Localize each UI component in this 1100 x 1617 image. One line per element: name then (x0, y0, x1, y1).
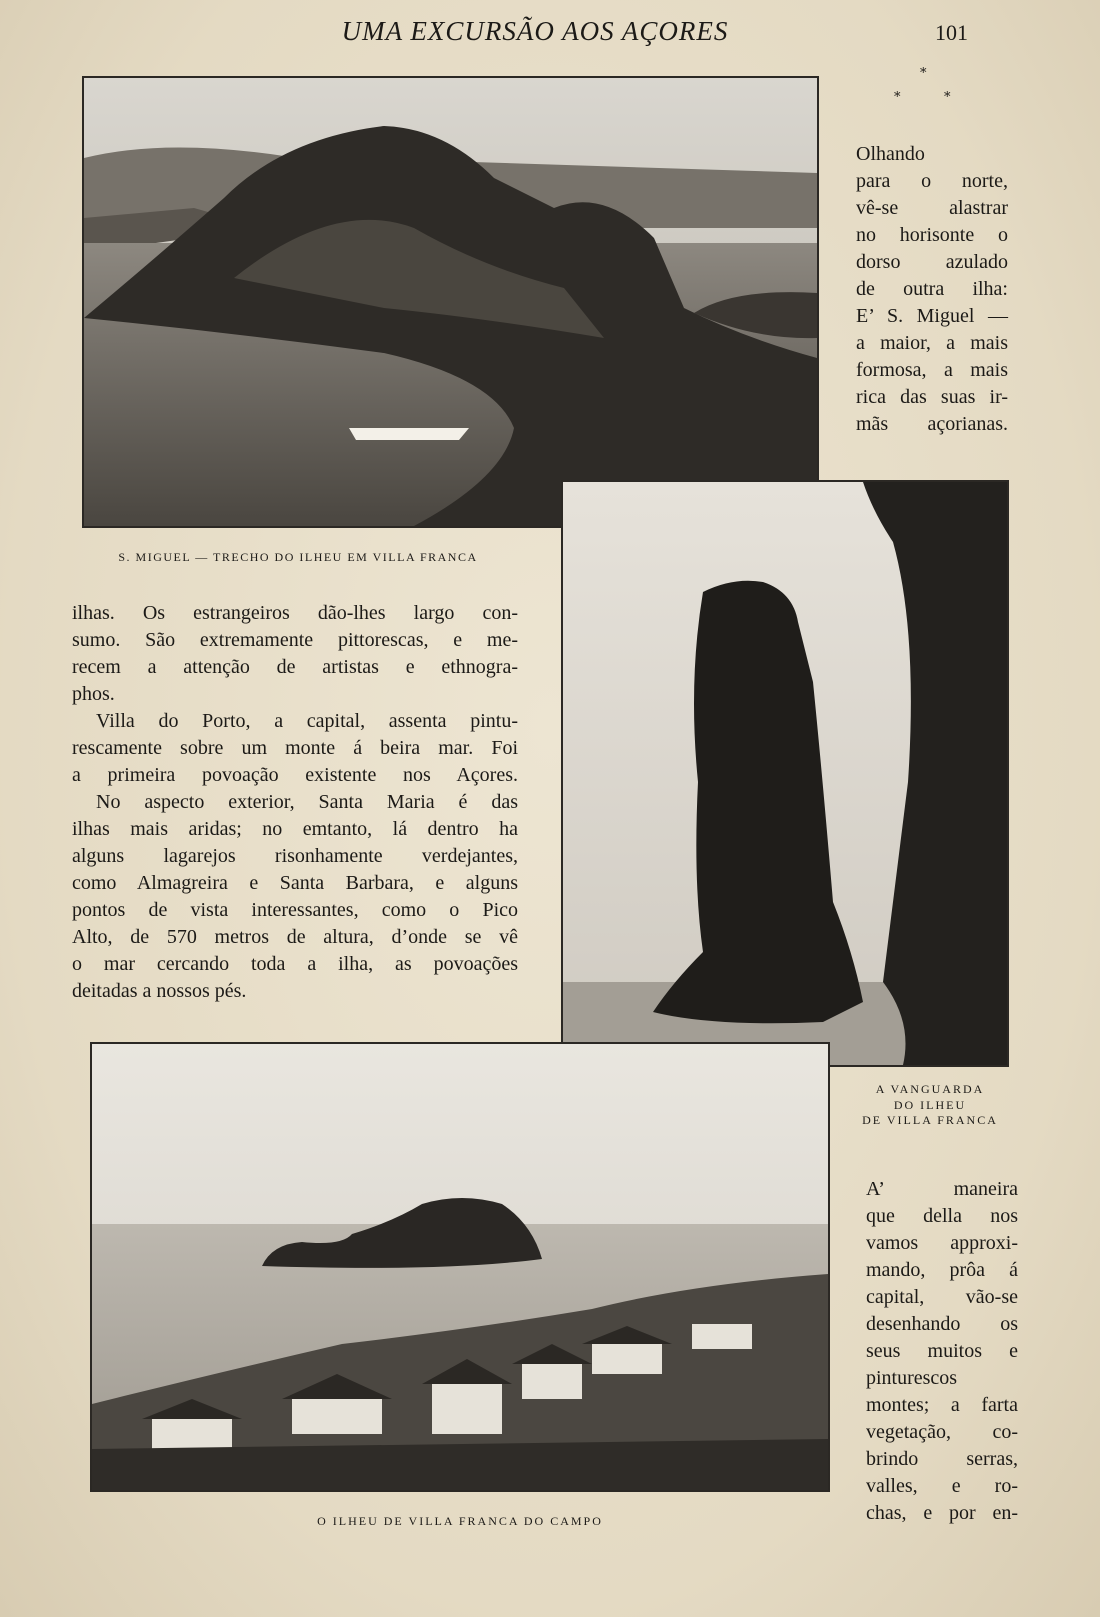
text-line: E’ S. Miguel — (856, 305, 1008, 327)
text-line: ilhas. Os estrangeiros dão-lhes largo con- (72, 602, 518, 624)
text-line: que della nos (866, 1205, 1018, 1227)
text-line: de outra ilha: (856, 278, 1008, 300)
photo-ilheu-campo (90, 1042, 830, 1492)
caption-right-line-3: DE VILLA FRANCA (862, 1113, 998, 1128)
caption-right-photo (840, 1082, 1020, 1129)
text-line: deitadas a nossos pés. (72, 980, 247, 1002)
text-line: vê-se alastrar (856, 197, 1008, 219)
text-line: brindo serras, (866, 1448, 1018, 1470)
text-line: pontos de vista interessantes, como o Pico (72, 899, 518, 921)
text-line: o mar cercando toda a ilha, as povoações (72, 953, 518, 975)
caption-right-line-2: DO ILHEU (893, 1097, 967, 1112)
text-line: recem a attenção de artistas e ethnogra- (72, 656, 518, 678)
text-line: vegetação, co- (866, 1421, 1018, 1443)
page-number: 101 (935, 20, 968, 45)
text-line: chas, e por en- (866, 1502, 1018, 1524)
text-line: valles, e ro- (866, 1475, 1018, 1497)
text-line: Olhando (856, 143, 925, 165)
section-break-asterism: * * * (894, 66, 951, 105)
text-line: vamos approxi- (866, 1232, 1018, 1254)
text-line: Alto, de 570 metros de altura, d’onde se vê (72, 926, 518, 948)
text-line: Villa do Porto, a capital, assenta pintu- (96, 710, 518, 732)
text-line: phos. (72, 683, 115, 705)
caption-bottom-photo: O ILHEU DE VILLA FRANCA DO CAMPO (317, 1514, 603, 1528)
text-line: rescamente sobre um monte á beira mar. Foi (72, 737, 518, 759)
text-line: A’ maneira (866, 1178, 1018, 1200)
text-line: formosa, a mais (856, 359, 1008, 381)
text-right-top (856, 141, 1008, 438)
text-line: montes; a farta (866, 1394, 1018, 1416)
text-line: mando, prôa á (866, 1259, 1018, 1281)
text-line: a maior, a mais (856, 332, 1008, 354)
text-line: no horisonte o (856, 224, 1008, 246)
text-line: sumo. São extremamente pittorescas, e me- (72, 629, 518, 651)
text-line: dorso azulado (856, 251, 1008, 273)
text-right-bottom (866, 1176, 1018, 1527)
text-line: como Almagreira e Santa Barbara, e alguns (72, 872, 518, 894)
text-line: No aspecto exterior, Santa Maria é das (96, 791, 518, 813)
photo-ilheu-trecho (82, 76, 819, 528)
text-line: alguns lagarejos risonhamente verdejantes, (72, 845, 518, 867)
running-head: UMA EXCURSÃO AOS AÇORES (341, 16, 729, 46)
text-main (72, 600, 518, 1005)
caption-right-line-1: A VANGUARDA (875, 1082, 985, 1096)
text-line: pinturescos (866, 1367, 958, 1389)
text-line: capital, vão-se (866, 1286, 1018, 1308)
text-line: para o norte, (856, 170, 1008, 192)
text-line: rica das suas ir- (856, 386, 1008, 408)
text-line: a primeira povoação existente nos Açores. (72, 764, 518, 786)
photo-vanguarda (561, 480, 1009, 1067)
caption-top-photo: S. MIGUEL — TRECHO DO ILHEU EM VILLA FRANCA (118, 550, 478, 564)
text-line: desenhando os (866, 1313, 1018, 1335)
text-line: mãs açorianas. (856, 413, 1008, 435)
text-line: ilhas mais aridas; no emtanto, lá dentro ha (72, 818, 518, 840)
text-line: seus muitos e (866, 1340, 1018, 1362)
